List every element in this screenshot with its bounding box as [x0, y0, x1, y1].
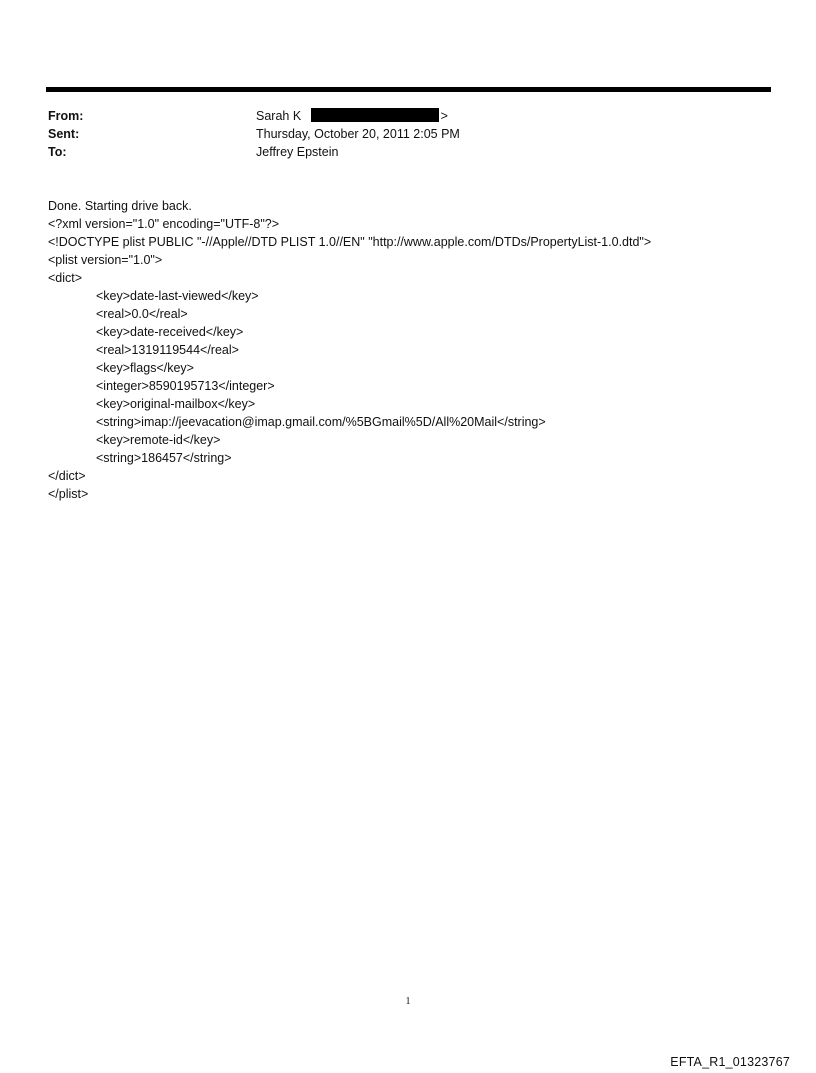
body-line: <plist version="1.0">	[48, 253, 163, 267]
body-line: <!DOCTYPE plist PUBLIC "-//Apple//DTD PLIST 1.0//EN" "http://www.apple.com/DTDs/PropertyList-1.0.dtd">	[48, 235, 652, 249]
sent-row	[48, 125, 748, 143]
redaction-close-bracket: >	[440, 109, 448, 123]
body-line: </dict>	[48, 469, 86, 483]
body-line: <key>remote-id</key>	[96, 433, 221, 447]
header-divider	[46, 87, 771, 92]
sent-value: Thursday, October 20, 2011 2:05 PM	[256, 127, 460, 141]
body-line: <integer>8590195713</integer>	[96, 379, 275, 393]
body-line: <string>imap://jeevacation@imap.gmail.com/%5BGmail%5D/All%20Mail</string>	[96, 415, 546, 429]
to-row	[48, 143, 748, 161]
from-value	[256, 107, 448, 125]
body-line: </plist>	[48, 487, 89, 501]
to-label: To:	[48, 145, 67, 159]
body-line: Done. Starting drive back.	[48, 199, 192, 213]
email-body	[48, 197, 788, 503]
sent-label: Sent:	[48, 127, 80, 141]
page-number: 1	[405, 996, 411, 1007]
from-row	[48, 107, 748, 125]
body-line: <string>186457</string>	[96, 451, 232, 465]
body-line: <key>original-mailbox</key>	[96, 397, 256, 411]
body-line: <real>0.0</real>	[96, 307, 188, 321]
body-line: <key>flags</key>	[96, 361, 194, 375]
body-line: <dict>	[48, 271, 83, 285]
body-line: <key>date-received</key>	[96, 325, 244, 339]
body-line: <key>date-last-viewed</key>	[96, 289, 259, 303]
sender-name: Sarah K	[256, 109, 302, 123]
body-line: <?xml version="1.0" encoding="UTF-8"?>	[48, 217, 280, 231]
bates-number: EFTA_R1_01323767	[670, 1055, 790, 1069]
redaction-box	[311, 108, 439, 122]
to-value: Jeffrey Epstein	[256, 145, 339, 159]
email-header	[48, 107, 748, 161]
from-label: From:	[48, 109, 84, 123]
body-line: <real>1319119544</real>	[96, 343, 239, 357]
